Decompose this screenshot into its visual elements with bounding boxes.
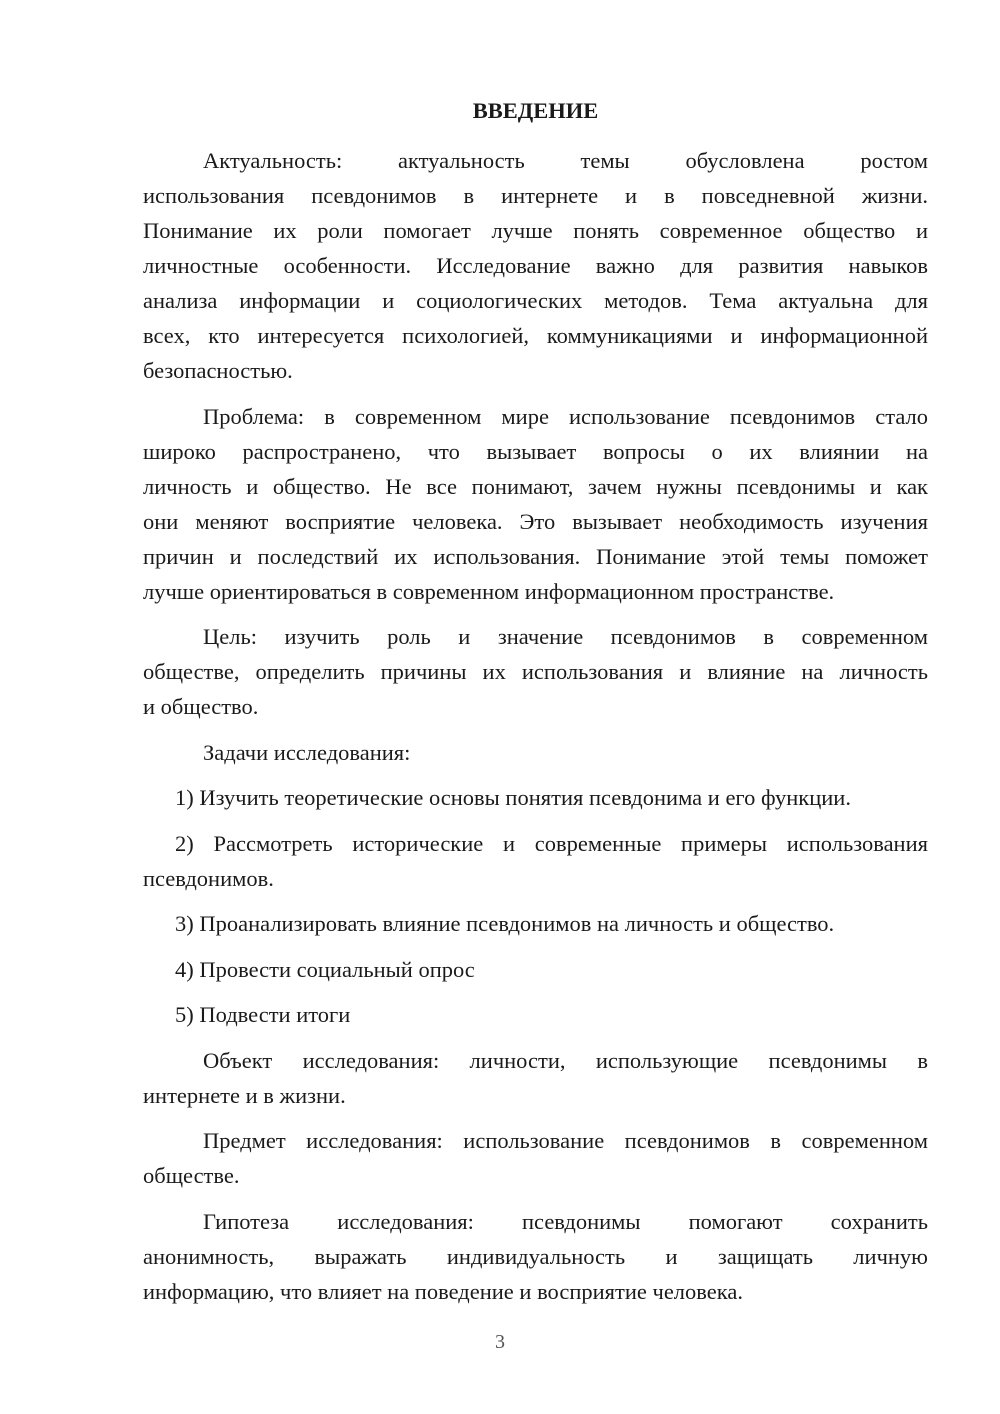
text-line: обществе. bbox=[143, 1163, 240, 1188]
text-line: информацию, что влияет на поведение и восприятие человека. bbox=[143, 1278, 743, 1304]
text-line: 5) Подвести итоги bbox=[175, 1002, 351, 1027]
paragraph bbox=[143, 399, 928, 609]
text-line: интернете и в жизни. bbox=[143, 1082, 346, 1108]
text-line: лучше ориентироваться в современном информационном пространстве. bbox=[143, 578, 835, 604]
text-line: обществе, определить причины их использования и влияние на личность bbox=[143, 659, 928, 684]
paragraph bbox=[143, 1043, 928, 1113]
text-line: 2) Рассмотреть исторические и современные примеры использования bbox=[175, 830, 928, 856]
text-line: анализа информации и социологических методов. Тема актуальна для bbox=[143, 288, 928, 313]
text-line: использования псевдонимов в интернете и в повседневной жизни. bbox=[143, 183, 928, 208]
text-line: Понимание их роли помогает лучше понять современное общество и bbox=[143, 218, 928, 243]
paragraph bbox=[143, 619, 928, 724]
text-line: личностные особенности. Исследование важно для развития навыков bbox=[143, 253, 928, 278]
text-line: Проблема: в современном мире использование псевдонимов стало bbox=[203, 403, 928, 429]
task-list-item bbox=[143, 826, 928, 896]
text-line: 1) Изучить теоретические основы понятия псевдонима и его функции. bbox=[175, 785, 851, 810]
text-line: причин и последствий их использования. Понимание этой темы поможет bbox=[143, 543, 928, 569]
task-list-item bbox=[143, 780, 928, 815]
paragraph bbox=[143, 735, 928, 770]
page-title: ВВЕДЕНИЕ bbox=[472, 98, 599, 123]
text-line: Гипотеза исследования: псевдонимы помогают сохранить bbox=[203, 1208, 928, 1234]
text-line: широко распространено, что вызывает вопросы о их влиянии на bbox=[143, 438, 928, 464]
text-line: Объект исследования: личности, использующие псевдонимы в bbox=[203, 1047, 928, 1073]
document-page bbox=[143, 93, 928, 1319]
text-line: всех, кто интересуется психологией, коммуникациями и информационной bbox=[143, 323, 928, 348]
task-list-item bbox=[143, 906, 928, 941]
text-line: и общество. bbox=[143, 694, 259, 719]
text-line: Предмет исследования: использование псевдонимов в современном bbox=[203, 1128, 928, 1153]
text-line: анонимность, выражать индивидуальность и защищать личную bbox=[143, 1243, 928, 1269]
paragraph bbox=[143, 143, 928, 388]
text-line: 4) Провести социальный опрос bbox=[175, 956, 475, 982]
paragraph bbox=[143, 1123, 928, 1193]
text-line: Задачи исследования: bbox=[203, 739, 411, 765]
text-line: они меняют восприятие человека. Это вызывает необходимость изучения bbox=[143, 508, 928, 534]
page-number: 3 bbox=[495, 1331, 505, 1353]
text-line: Актуальность: актуальность темы обусловлена ростом bbox=[203, 148, 928, 173]
task-list-item bbox=[143, 952, 928, 987]
text-line: псевдонимов. bbox=[143, 865, 274, 891]
document-body bbox=[143, 143, 928, 1309]
task-list-item bbox=[143, 997, 928, 1032]
text-line: 3) Проанализировать влияние псевдонимов на личность и общество. bbox=[175, 911, 835, 936]
paragraph bbox=[143, 1204, 928, 1309]
text-line: Цель: изучить роль и значение псевдонимов в современном bbox=[203, 624, 928, 649]
text-line: личность и общество. Не все понимают, зачем нужны псевдонимы и как bbox=[143, 473, 928, 499]
text-line: безопасностью. bbox=[143, 358, 293, 383]
